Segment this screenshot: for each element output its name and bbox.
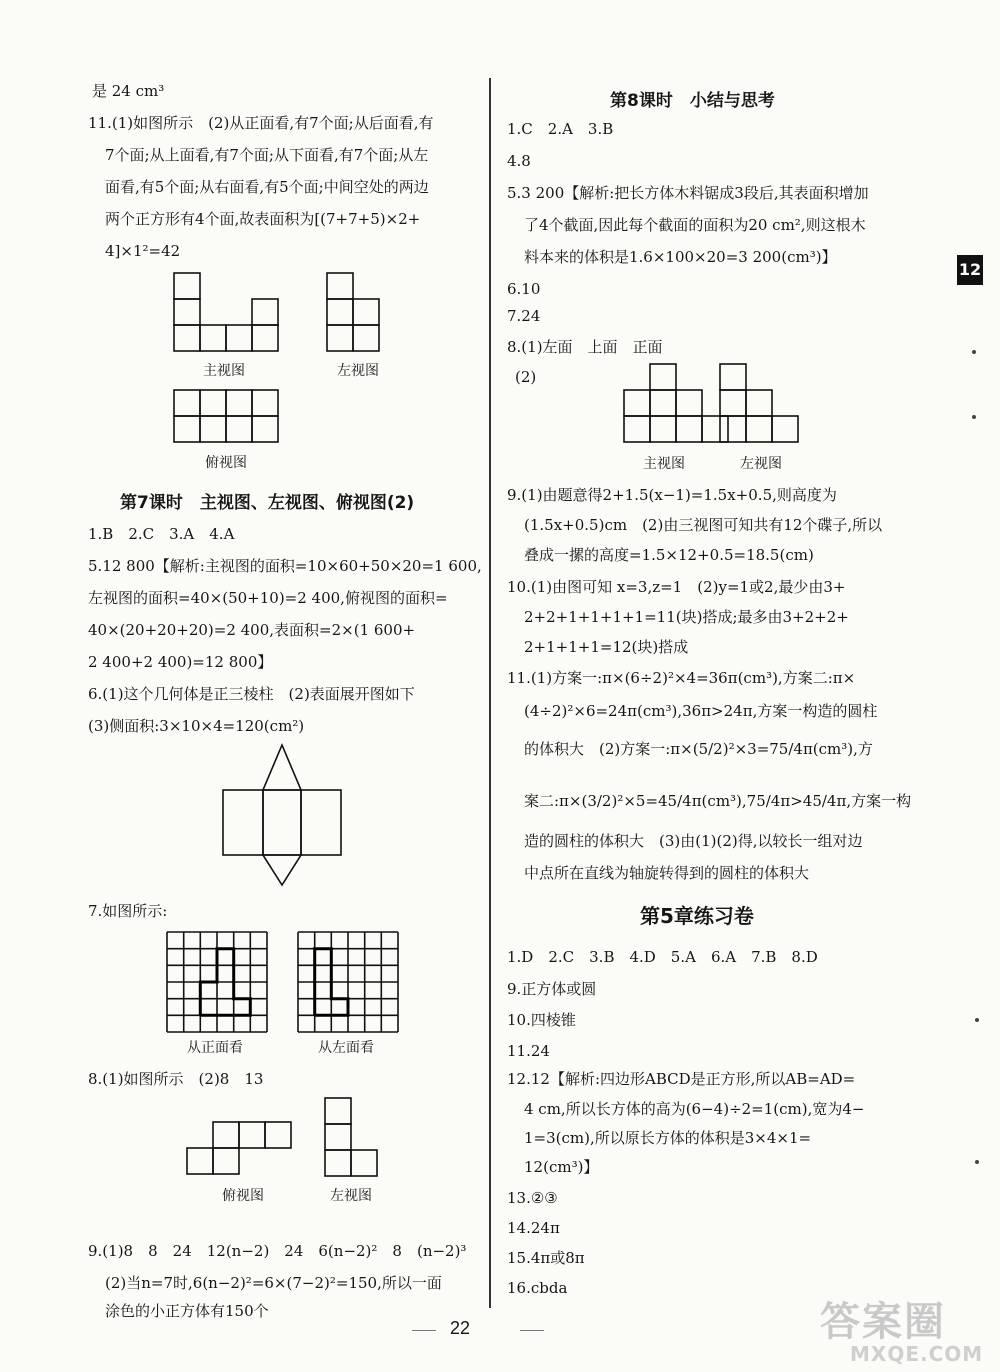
r-q10-line-0: 10.(1)由图可知 x=3,z=1 (2)y=1或2,最少由3+ <box>507 578 846 596</box>
r-q9-line-1: (1.5x+0.5)cm (2)由三视图可知共有12个碟子,所以 <box>524 516 883 534</box>
ch-line-7: 12(cm³)】 <box>524 1158 599 1176</box>
r-line-2: 5.3 200【解析:把长方体木料锯成3段后,其表面积增加 <box>507 184 869 202</box>
ch-line-2: 10.四棱锥 <box>507 1011 576 1029</box>
q8-left-view <box>325 1098 381 1180</box>
prism-net-figure <box>223 745 387 890</box>
r-line-3: 了4个截面,因此每个截面的面积为20 cm²,则这根木 <box>524 216 866 234</box>
page-number: 22 <box>450 1318 471 1338</box>
q7-line: 7.如图所示: <box>88 902 168 920</box>
r-line-8: (2) <box>515 368 537 386</box>
ch-line-1: 9.正方体或圆 <box>507 980 597 998</box>
r-line-4: 料本来的体积是1.6×100×20=3 200(cm³)】 <box>524 248 837 266</box>
ch-line-3: 11.24 <box>507 1042 550 1060</box>
r-q11-line-3: 案二:π×(3/2)²×5=45/4π(cm³),75/4π>45/4π,方案一构 <box>524 792 912 810</box>
r-q11-line-2: 的体积大 (2)方案一:π×(5/2)²×3=75/4π(cm³),方 <box>524 740 873 758</box>
ch-line-0: 1.D 2.C 3.B 4.D 5.A 6.A 7.B 8.D <box>507 948 818 966</box>
r-q11-line-0: 11.(1)方案一:π×(6÷2)²×4=36π(cm³),方案二:π× <box>507 669 856 687</box>
q7-left-grid <box>298 932 398 1032</box>
top-view-figure <box>174 390 284 446</box>
s7-line-4: 2 400+2 400)=12 800】 <box>88 653 273 671</box>
r-q9-line-2: 叠成一摞的高度=1.5×12+0.5=18.5(cm) <box>524 546 814 564</box>
l-line-4: 两个正方形有4个面,故表面积为[(7+7+5)×2+ <box>105 210 421 228</box>
top-view-label: 俯视图 <box>205 455 247 471</box>
l-line-3: 面看,有5个面;从右面看,有5个面;中间空处的两边 <box>105 178 429 196</box>
front-view-figure <box>174 273 284 355</box>
r-line-6: 7.24 <box>507 307 541 325</box>
ch-line-5: 4 cm,所以长方体的高为(6−4)÷2=1(cm),宽为4− <box>524 1100 865 1118</box>
l-line-2: 7个面;从上面看,有7个面;从下面看,有7个面;从左 <box>105 146 429 164</box>
column-divider <box>489 78 491 1308</box>
s7-line-3: 40×(20+20+20)=2 400,表面积=2×(1 600+ <box>88 621 416 639</box>
r-q9-line-0: 9.(1)由题意得2+1.5(x−1)=1.5x+0.5,则高度为 <box>507 486 837 504</box>
watermark-url: MXQE.COM <box>850 1342 984 1366</box>
r-q8-front-view <box>624 364 734 446</box>
r-q8-left-label: 左视图 <box>740 456 782 472</box>
section8-title: 第8课时 小结与思考 <box>610 91 775 111</box>
r-q10-line-1: 2+2+1+1+1+1=11(块)搭成;最多由3+2+2+ <box>524 608 849 626</box>
q8-left-label: 左视图 <box>330 1188 372 1204</box>
q8-line: 8.(1)如图所示 (2)8 13 <box>88 1070 264 1088</box>
margin-dot <box>972 350 976 354</box>
chapter5-title: 第5章练习卷 <box>640 904 754 928</box>
s7-line-1: 5.12 800【解析:主视图的面积=10×60+50×20=1 600, <box>88 557 482 575</box>
section7-title: 第7课时 主视图、左视图、俯视图(2) <box>120 493 415 513</box>
s7-line-2: 左视图的面积=40×(50+10)=2 400,俯视图的面积= <box>88 589 448 607</box>
margin-dot <box>972 415 976 419</box>
r-q11-line-5: 中点所在直线为轴旋转得到的圆柱的体积大 <box>524 864 810 882</box>
q7-left-label: 从左面看 <box>318 1040 374 1056</box>
l-line-0: 是 24 cm³ <box>92 82 165 100</box>
r-line-0: 1.C 2.A 3.B <box>507 120 614 138</box>
r-line-1: 4.8 <box>507 152 531 170</box>
l-q9-line-1: (2)当n=7时,6(n−2)²=6×(7−2)²=150,所以一面 <box>105 1274 442 1292</box>
margin-dot <box>975 1160 979 1164</box>
r-q8-left-view <box>720 364 802 446</box>
r-q8-front-label: 主视图 <box>643 456 685 472</box>
r-line-7: 8.(1)左面 上面 正面 <box>507 338 663 356</box>
watermark-logo: 答案圈 <box>820 1299 946 1345</box>
ch-line-9: 14.24π <box>507 1219 560 1237</box>
ch-line-4: 12.12【解析:四边形ABCD是正方形,所以AB=AD= <box>507 1070 856 1088</box>
ch-line-6: 1=3(cm),所以原长方体的体积是3×4×1= <box>524 1129 812 1147</box>
ch-line-8: 13.②③ <box>507 1189 558 1207</box>
chapter-tab: 12 <box>957 255 983 285</box>
page-dash-right <box>520 1330 544 1331</box>
q7-front-grid <box>167 932 267 1032</box>
q8-top-label: 俯视图 <box>222 1188 264 1204</box>
l-line-1: 11.(1)如图所示 (2)从正面看,有7个面;从后面看,有 <box>88 114 434 132</box>
s7-line-0: 1.B 2.C 3.A 4.A <box>88 525 235 543</box>
page-dash-left <box>412 1330 436 1331</box>
l-q9-line-0: 9.(1)8 8 24 12(n−2) 24 6(n−2)² 8 (n−2)³ <box>88 1242 467 1260</box>
left-view-label: 左视图 <box>337 363 379 379</box>
r-q10-line-2: 2+1+1+1=12(块)搭成 <box>524 638 689 656</box>
s7-line-5: 6.(1)这个几何体是正三棱柱 (2)表面展开图如下 <box>88 685 415 703</box>
q7-front-label: 从正面看 <box>187 1040 243 1056</box>
q8-top-view <box>187 1122 297 1178</box>
left-view-figure <box>327 273 383 355</box>
r-line-5: 6.10 <box>507 280 541 298</box>
r-q11-line-1: (4÷2)²×6=24π(cm³),36π>24π,方案一构造的圆柱 <box>524 702 878 720</box>
ch-line-10: 15.4π或8π <box>507 1249 585 1267</box>
margin-dot <box>975 1018 979 1022</box>
s7-line-6: (3)侧面积:3×10×4=120(cm²) <box>88 717 305 735</box>
r-q11-line-4: 造的圆柱的体积大 (3)由(1)(2)得,以较长一组对边 <box>524 832 863 850</box>
l-line-5: 4]×1²=42 <box>105 242 181 260</box>
front-view-label: 主视图 <box>203 363 245 379</box>
ch-line-11: 16.cbda <box>507 1279 568 1297</box>
l-q9-line-2: 涂色的小正方体有150个 <box>105 1302 269 1320</box>
